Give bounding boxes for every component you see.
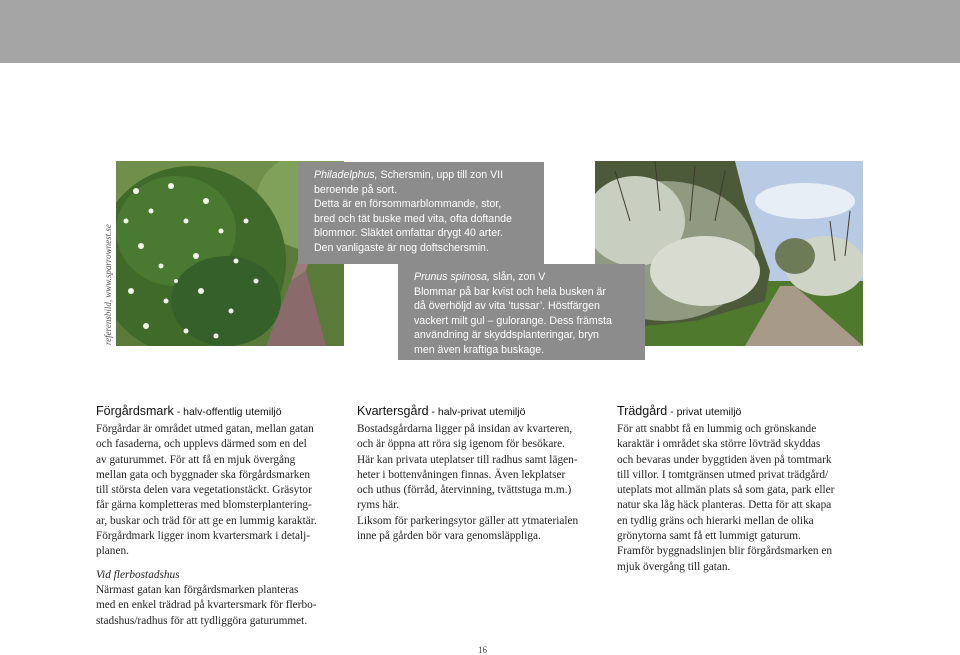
- body-line: Förgårdmark ligger inom kvartersmark i detalj-: [96, 530, 311, 543]
- body-line: och fasaderna, och upplevs därmed som en del: [96, 438, 307, 451]
- body-line: Närmast gatan kan förgårdsmarken planteras: [96, 583, 299, 596]
- body-line: ar, buskar och träd för att ge en lummig karaktär.: [96, 514, 317, 527]
- body-line: karaktär i området ska större lövträd skyddas: [617, 438, 821, 451]
- body-line: och är öppna att röra sig igenom för besökare.: [357, 438, 565, 451]
- body-line: mellan gata och byggnader ska förgårdsmarken: [96, 468, 311, 481]
- body-line: ryms här.: [357, 499, 400, 512]
- top-bar: [0, 0, 960, 63]
- body-line: stadshus/radhus för att tydliggöra gaturummet.: [96, 614, 308, 627]
- body-line: får gärna kompletteras med blomsterplantering-: [96, 499, 312, 512]
- body-line: Här kan privata uteplatser till radhus samt lägen-: [357, 453, 578, 466]
- prunus-caption: [398, 264, 645, 360]
- column-heading: [357, 403, 607, 420]
- caption-latin-name: Philadelphus,: [314, 169, 378, 181]
- body-line: mjuk övergång till gatan.: [617, 560, 731, 573]
- caption-line: Blommar på bar kvist och hela busken är: [414, 285, 606, 298]
- caption-line: Den vanligaste är nog doftschersmin.: [314, 241, 489, 254]
- body-line: grönytorna samt få ett lummigt gaturum.: [617, 530, 801, 543]
- column-subtitle: - halv-offentlig utemiljö: [173, 406, 282, 418]
- body-line: till största delen vara vegetationstäckt. Gräsytor: [96, 484, 312, 497]
- body-line: Liksom för parkeringsytor gäller att ytmaterialen: [357, 514, 579, 527]
- caption-line: beroende på sort.: [314, 183, 398, 196]
- body-line: Förgårdar är området utmed gatan, mellan gatan: [96, 423, 314, 435]
- column-heading: [617, 403, 867, 420]
- caption-line: men även kraftiga buskage.: [414, 343, 545, 356]
- body-line: inne på gården bör vara genomsläppliga.: [357, 530, 541, 543]
- photo-credit: referensbild, www.sparrownest.se: [103, 224, 113, 345]
- body-line: och bevaras under byggtiden även på tomtmark: [617, 453, 832, 466]
- tradgard-column: [617, 403, 867, 575]
- column-title: Förgårdsmark: [96, 404, 174, 418]
- caption-line: vackert milt gul – gulorange. Dess främsta: [414, 314, 612, 327]
- kvartersgard-column: [357, 403, 607, 544]
- column-title: Kvartersgård: [357, 404, 429, 418]
- column-subtitle: - privat utemiljö: [667, 406, 742, 418]
- caption-line: användning är skyddsplanteringar, bryn: [414, 329, 599, 342]
- body-line: heter i bottenvåningen finnas. Även lekplatser: [357, 468, 566, 481]
- caption-common-name: slån, zon V: [489, 271, 546, 283]
- column-heading: [96, 403, 346, 420]
- philadelphus-caption: [298, 162, 544, 264]
- body-line: en tydlig gräns och hierarki mellan de olika: [617, 514, 814, 527]
- body-line: För att snabbt få en lummig och grönskande: [617, 423, 817, 435]
- body-line: uteplats mot allmän plats så som gata, park eller: [617, 484, 835, 497]
- caption-line: bred och tät buske med vita, ofta doftande: [314, 212, 512, 225]
- caption-line: Detta är en försommarblommande, stor,: [314, 198, 502, 211]
- caption-line: då överhöljd av vita ’tussar’. Höstfärgen: [414, 300, 600, 313]
- body-line: Framför byggnadslinjen blir förgårdsmarken en: [617, 545, 833, 558]
- column-subtitle: - halv-privat utemiljö: [428, 406, 526, 418]
- body-line: av gaturummet. För att få en mjuk övergång: [96, 453, 296, 466]
- caption-common-name: Schersmin, upp till zon VII: [377, 169, 504, 181]
- subheading: Vid flerbostadshus: [96, 568, 180, 581]
- body-line: till villor. I tomtgränsen utmed privat trädgård/: [617, 468, 829, 481]
- forgardsmark-column: [96, 403, 346, 629]
- body-line: planen.: [96, 545, 129, 558]
- body-line: natur ska låg häck planteras. Detta för att skapa: [617, 499, 832, 512]
- caption-latin-name: Prunus spinosa,: [414, 271, 490, 283]
- caption-line: blommor. Släktet omfattar drygt 40 arter.: [314, 227, 504, 240]
- body-line: Bostadsgårdarna ligger på insidan av kvarteren,: [357, 423, 573, 435]
- page-number: 16: [478, 645, 487, 655]
- column-title: Trädgård: [617, 404, 668, 418]
- body-line: och uthus (förråd, återvinning, tvättstuga m.m.): [357, 484, 572, 497]
- body-line: med en enkel trädrad på kvartersmark för flerbo-: [96, 599, 317, 612]
